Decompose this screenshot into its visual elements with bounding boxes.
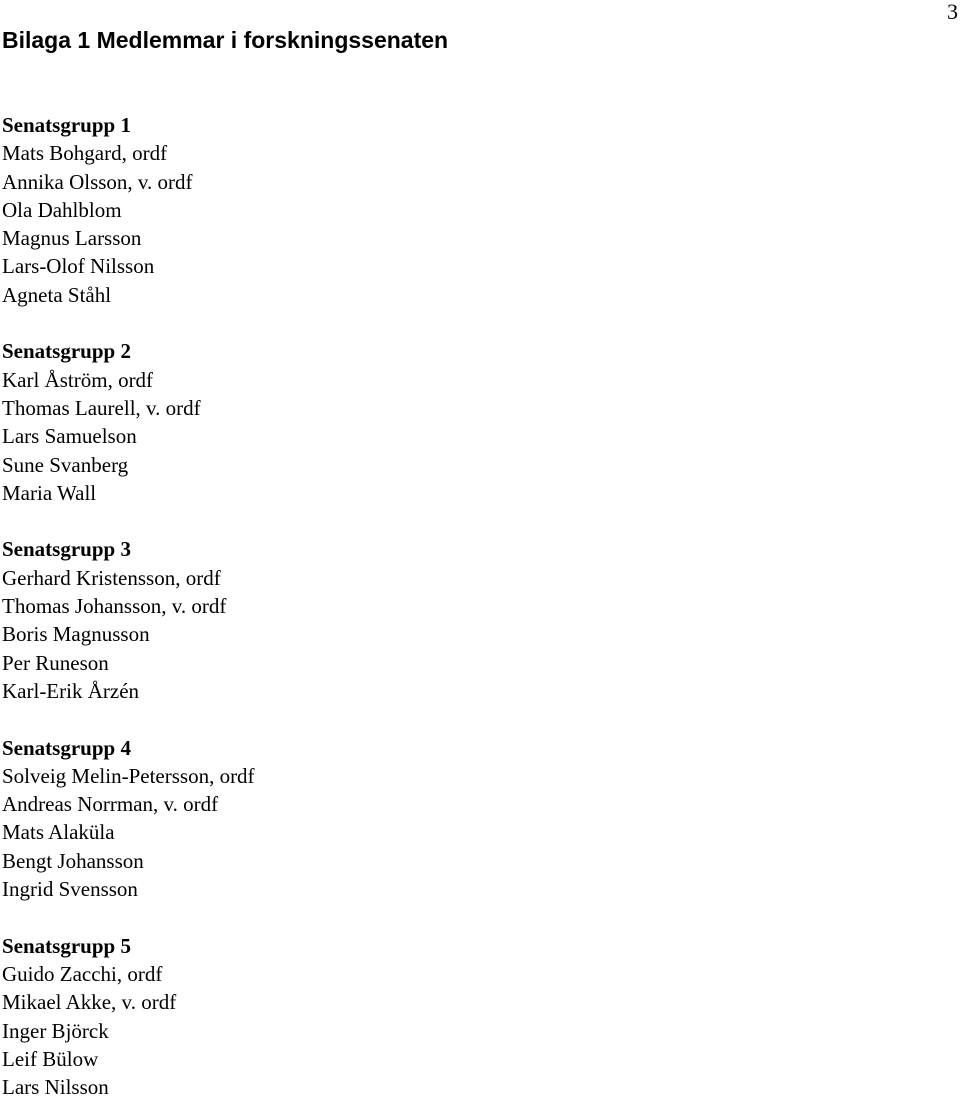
group-member: Lars-Olof Nilsson (2, 254, 155, 279)
page-number: 3 (947, 0, 958, 24)
group-member: Mats Alaküla (2, 820, 115, 845)
senate-group (2, 337, 255, 507)
senate-group (2, 535, 255, 705)
group-member: Karl-Erik Årzén (2, 678, 140, 703)
group-member: Andreas Norrman, v. ordf (2, 792, 219, 817)
group-member: Lars Samuelson (2, 424, 137, 449)
group-member: Sune Svanberg (2, 452, 129, 477)
group-member: Mats Bohgard, ordf (2, 141, 168, 166)
group-member: Karl Åström, ordf (2, 367, 154, 392)
group-member: Gerhard Kristensson, ordf (2, 565, 221, 590)
group-title: Senatsgrupp 3 (2, 537, 131, 562)
group-title: Senatsgrupp 5 (2, 933, 131, 958)
document-title: Bilaga 1 Medlemmar i forskningssenaten (2, 27, 449, 53)
group-member: Agneta Ståhl (2, 282, 112, 307)
senate-group (2, 111, 255, 309)
group-member: Inger Björck (2, 1018, 109, 1043)
group-member: Mikael Akke, v. ordf (2, 990, 177, 1015)
group-member: Magnus Larsson (2, 226, 142, 251)
senate-group (2, 734, 255, 904)
group-member: Leif Bülow (2, 1046, 99, 1071)
group-member: Per Runeson (2, 650, 109, 675)
group-member: Boris Magnusson (2, 622, 150, 647)
senate-groups-list (2, 111, 255, 1101)
group-member: Guido Zacchi, ordf (2, 961, 163, 986)
senate-group (2, 932, 255, 1101)
group-member: Maria Wall (2, 480, 97, 505)
group-member: Thomas Johansson, v. ordf (2, 594, 227, 619)
group-title: Senatsgrupp 4 (2, 735, 131, 760)
group-member: Solveig Melin-Petersson, ordf (2, 763, 255, 788)
group-member: Lars Nilsson (2, 1075, 109, 1100)
group-title: Senatsgrupp 2 (2, 339, 131, 364)
group-member: Ola Dahlblom (2, 197, 122, 222)
group-member: Ingrid Svensson (2, 877, 138, 902)
group-member: Thomas Laurell, v. ordf (2, 395, 201, 420)
group-member: Bengt Johansson (2, 848, 144, 873)
group-title: Senatsgrupp 1 (2, 113, 131, 137)
group-member: Annika Olsson, v. ordf (2, 169, 193, 194)
